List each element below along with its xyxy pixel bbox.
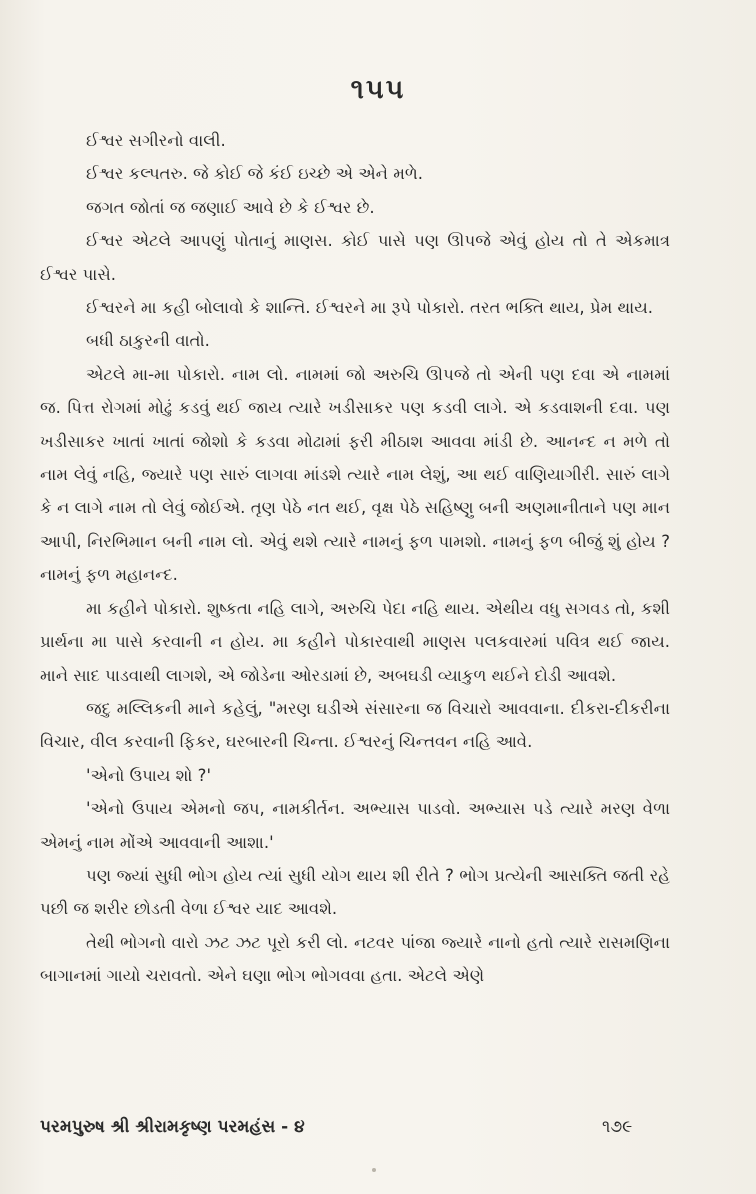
book-title-footer: પરમપુરુષ શ્રી શ્રીરામકૃષ્ણ પરમહંસ - ૪ bbox=[40, 1117, 305, 1137]
paper-speck bbox=[372, 1168, 376, 1172]
paragraph: જગત જોતાં જ જણાઈ આવે છે કે ઈશ્વર છે. bbox=[86, 197, 375, 217]
paragraph: જદુ મલ્લિકની માને કહેલું, "મરણ ઘડીએ સંસારના જ વિચારો આવવાના. દીકરા-દીકરીના વિચાર, વીલ કરવાની ફિકર, ઘરબારની ચિન્તા. ઈશ્વરનું ચિન્તવન નહિ આવે. bbox=[40, 698, 670, 752]
paragraph: 'એનો ઉપાય એમનો જપ, નામકીર્તન. અભ્યાસ પાડવો. અભ્યાસ પડે ત્યારે મરણ વેળા એમનું નામ મોંએ આવવાની આશા.' bbox=[40, 799, 670, 852]
page-number: ૧૭૯ bbox=[602, 1117, 633, 1137]
paragraph: ઈશ્વરને મા કહી બોલાવો કે શાન્તિ. ઈશ્વરને મા રૂપે પોકારો. તરત ભક્તિ થાય, પ્રેમ થાય. bbox=[86, 298, 653, 318]
paragraph: મા કહીને પોકારો. શુષ્કતા નહિ લાગે, અરુચિ પેદા નહિ થાય. એથીય વધુ સગવડ તો, કશી પ્રાર્થના મા પાસે કરવાની ન હોય. મા કહીને પોકારવાથી માણસ પલકવારમાં પવિત્ર થઈ જાય. માને સાદ પાડવાથી લાગશે, એ જોડેના ઓરડામાં છે, અબઘડી વ્યાકુળ થઈને દોડી આવશે. bbox=[40, 598, 670, 685]
paragraph: બધી ઠાકુરની વાતો. bbox=[86, 331, 210, 351]
paragraph: ઈશ્વર સગીરનો વાલી. bbox=[86, 131, 226, 150]
page-body bbox=[40, 124, 670, 993]
paragraph: ઈશ્વર કલ્પતરુ. જે કોઈ જે કંઈ ઇચ્છે એ એને મળે. bbox=[86, 164, 423, 184]
paragraph: 'એનો ઉપાય શો ?' bbox=[86, 765, 211, 785]
paragraph: ઈશ્વર એટલે આપણું પોતાનું માણસ. કોઈ પાસે પણ ઊપજે એવું હોય તો તે એકમાત્ર ઈશ્વર પાસે. bbox=[40, 231, 670, 284]
paragraph: તેથી ભોગનો વારો ઝટ ઝટ પૂરો કરી લો. નટવર પાંજા જ્યારે નાનો હતો ત્યારે રાસમણિના બાગાનમાં ગાયો ચરાવતો. એને ઘણા ભોગ ભોગવવા હતા. એટલે એણે bbox=[40, 932, 670, 986]
chapter-number: ૧૫૫ bbox=[350, 74, 406, 105]
paragraph: પણ જ્યાં સુધી ભોગ હોય ત્યાં સુધી યોગ થાય શી રીતે ? ભોગ પ્રત્યેની આસક્તિ જતી રહે પછી જ શરીર છોડતી વેળા ઈશ્વર યાદ આવશે. bbox=[40, 865, 670, 919]
paragraph: એટલે મા-મા પોકારો. નામ લો. નામમાં જો અરુચિ ઊપજે તો એની પણ દવા એ નામમાં જ. પિત્ત રોગમાં મોઢું કડવું થઈ જાય ત્યારે ખડીસાકર પણ કડવી લાગે. એ કડવાશની દવા. પણ ખડીસાકર ખાતાં ખાતાં જોશો કે કડવા મોઢામાં ફરી મીઠાશ આવવા માંડી છે. આનન્દ ન મળે તો નામ લેવું નહિ, જ્યારે પણ સારું લાગવા માંડશે ત્યારે નામ લેશું, આ થઈ વાણિયાગીરી. સારું લાગે કે ન લાગે નામ તો લેવું જોઈએ. તૃણ પેઠે નત થઈ, વૃક્ષ પેઠે સહિષ્ણુ બની અણમાનીતાને પણ માન આપી, નિરભિમાન બની નામ લો. એવું થશે ત્યારે નામનું ફળ પામશો. નામનું ફળ બીજું શું હોય ? નામનું ફળ મહાનન્દ. bbox=[40, 364, 670, 585]
